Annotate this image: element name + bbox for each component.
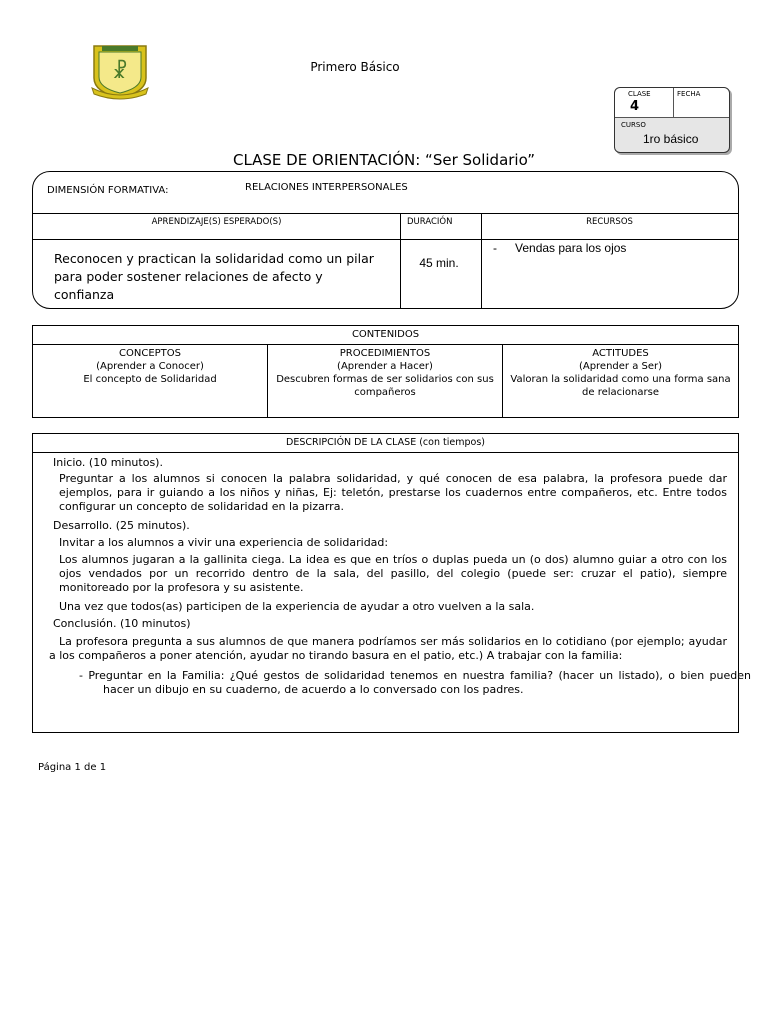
descripcion-box [32, 433, 751, 733]
aprendizaje-value: Reconocen y practican la solidaridad como un pilar para poder sostener relaciones de afecto y confianza [54, 251, 374, 302]
curso-value: 1ro básico [643, 132, 699, 146]
page-number: Página 1 de 1 [38, 762, 107, 773]
dimension-label: DIMENSIÓN FORMATIVA: [47, 185, 169, 196]
actitudes-text: Valoran la solidaridad como una forma sana de relacionarse [510, 374, 731, 398]
procedimientos-sub: (Aprender a Hacer) [337, 361, 433, 372]
planning-divider-2 [33, 239, 738, 240]
planning-divider-1 [33, 213, 738, 214]
fecha-label: FECHA [677, 90, 701, 98]
desarrollo-title: Desarrollo. (25 minutos). [53, 519, 190, 532]
school-crest-logo [90, 42, 150, 100]
svg-text:☧: ☧ [112, 59, 128, 83]
planning-box [32, 171, 739, 309]
page-title: CLASE DE ORIENTACIÓN: “Ser Solidario” [232, 151, 536, 169]
recursos-value: Vendas para los ojos [515, 241, 627, 255]
desarrollo-text-1: Invitar a los alumnos a vivir una experiencia de solidaridad: [59, 536, 389, 549]
recursos-dash: - [493, 241, 497, 255]
curso-label: CURSO [621, 121, 646, 129]
procedimientos-title: PROCEDIMIENTOS [339, 348, 431, 359]
recursos-item [493, 241, 626, 255]
class-info-box [614, 87, 730, 153]
conclusion-title: Conclusión. (10 minutos) [53, 617, 191, 630]
contenidos-table [32, 325, 739, 418]
clase-label: CLASE [628, 90, 651, 98]
inicio-title: Inicio. (10 minutos). [53, 456, 163, 469]
aprendizaje-header: APRENDIZAJE(S) ESPERADO(S) [151, 217, 282, 227]
conceptos-title: CONCEPTOS [119, 348, 181, 359]
planning-col-divider-2 [481, 213, 482, 308]
class-info-divider [673, 88, 674, 117]
grade-label: Primero Básico [310, 60, 400, 74]
recursos-header: RECURSOS [586, 217, 633, 227]
contenidos-header: CONTENIDOS [351, 329, 420, 340]
dimension-value: RELACIONES INTERPERSONALES [245, 182, 408, 193]
conceptos-text: El concepto de Solidaridad [83, 374, 217, 385]
procedimientos-text: Descubren formas de ser solidarios con sus compañeros [276, 374, 494, 398]
descripcion-divider [33, 452, 738, 453]
conceptos-sub: (Aprender a Conocer) [96, 361, 204, 372]
descripcion-header: DESCRIPCIÓN DE LA CLASE (con tiempos) [286, 437, 485, 448]
actitudes-title: ACTITUDES [592, 348, 649, 359]
desarrollo-text-2: Los alumnos jugaran a la gallinita ciega. La idea es que en tríos o duplas pueda un (o dos) alumno guiar a otro con los ojos vendados por un recorrido dentro de la sala, del pasillo, del colegio (puede ser: cruzar el patio), siempre monitoreado por la profesora y su asistente. [59, 553, 727, 594]
clase-value: 4 [630, 99, 640, 114]
procedimientos-cell [268, 347, 502, 399]
actitudes-sub: (Aprender a Ser) [578, 361, 663, 372]
familia-text: - Preguntar en la Familia: ¿Qué gestos de solidaridad tenemos en nuestra familia? (hacer un listado), o bien pueden hacer un dibujo en su cuaderno, de acuerdo a lo conversado con los padres. [79, 669, 751, 696]
actitudes-cell [503, 347, 738, 399]
inicio-text: Preguntar a los alumnos si conocen la palabra solidaridad, y qué conocen de esa palabra, la profesora puede dar ejemplos, para ir guiando a los niños y niñas, Ej: teletón, prestarse los cuadernos entre compañeros, etc. Entre todos configurar un concepto de solidaridad en la pizarra. [59, 472, 727, 513]
contenidos-divider [33, 344, 738, 345]
desarrollo-text-3: Una vez que todos(as) participen de la experiencia de ayudar a otro vuelven a la sala. [59, 600, 535, 613]
duracion-value: 45 min. [419, 256, 459, 270]
conclusion-text: La profesora pregunta a sus alumnos de que manera podríamos ser más solidarios en lo cotidiano (por ejemplo; ayudar a los compañeros a poner atención, ayudar no tirando basura en el patio, etc.) A trabajar con la familia: [49, 635, 727, 662]
conceptos-cell [33, 347, 267, 386]
duracion-header: DURACIÓN [407, 217, 453, 227]
